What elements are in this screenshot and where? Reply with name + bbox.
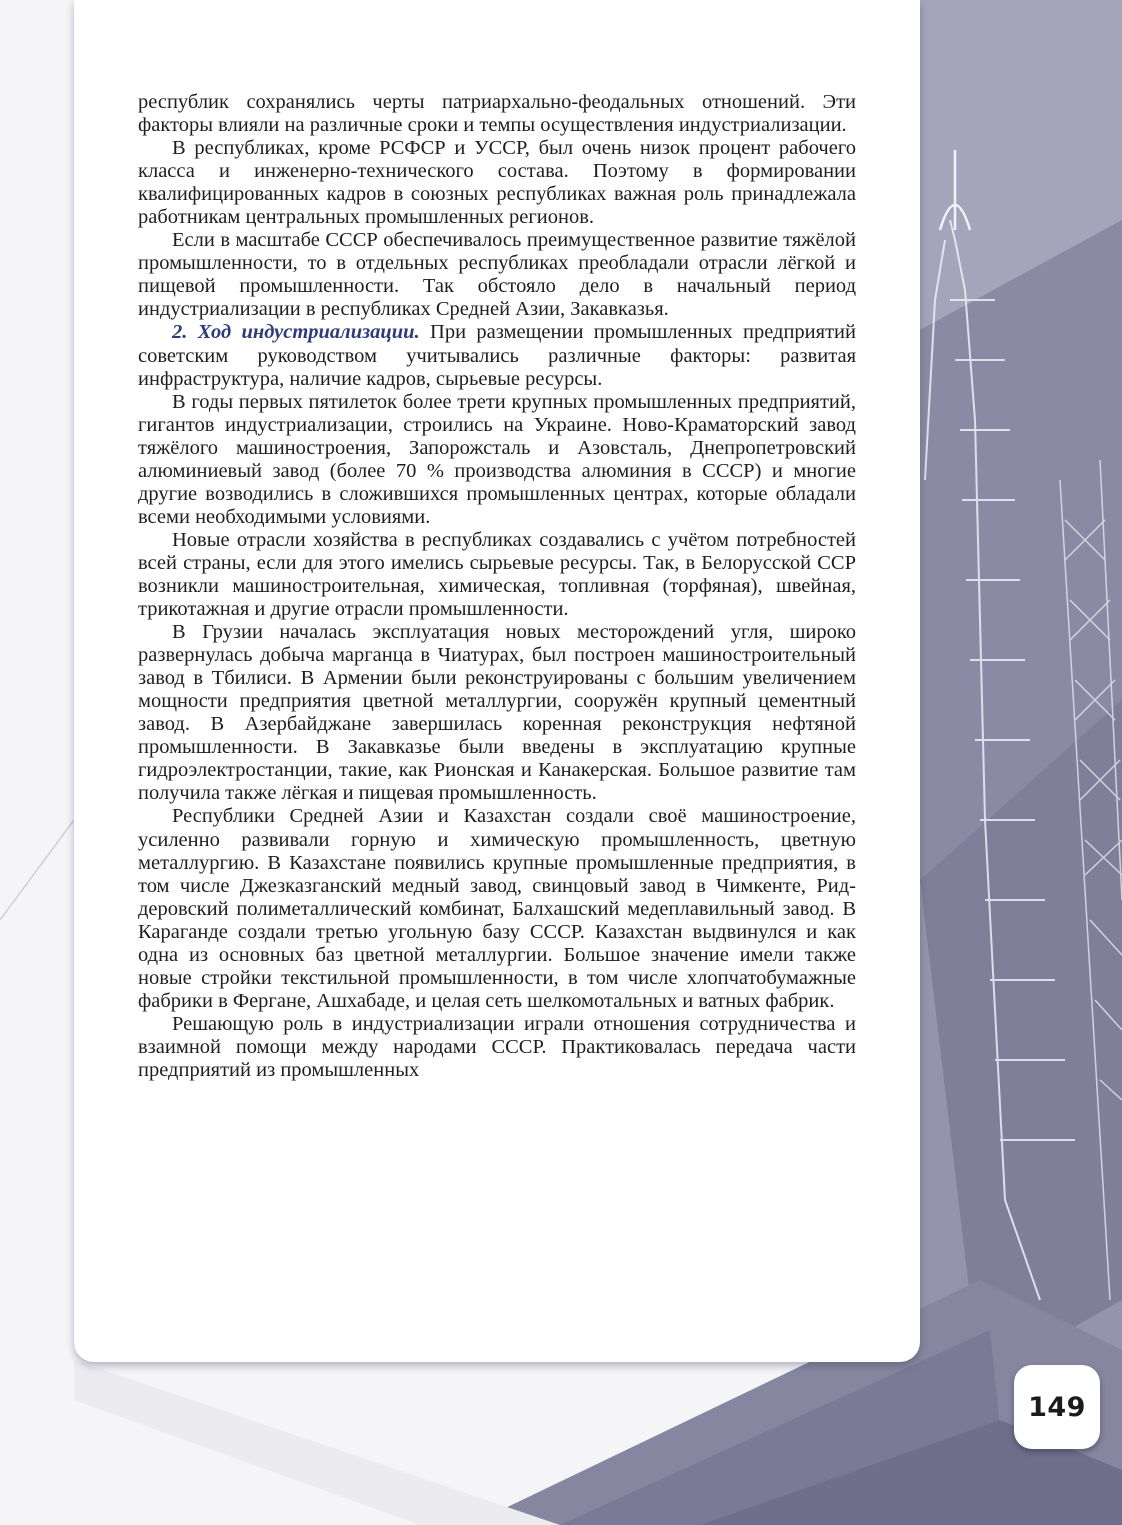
paragraph: Республики Средней Азии и Казахстан создали своё машиностроение, усиленно развивали горную и химическую промышленность, цветную металлургию. В Казахстане появились крупные промышленные предприятия, в том числе Джезказганский медный завод, свинцовый завод в Чимкенте, Риддеровский полиметаллический комбинат, Балхашский медеплавильный завод. В Караганде создали третью угольную базу СССР. Казахстан выдвинулся и как одна из основных баз цветной металлургии. Большое значение имели также новые стройки текстильной промышленности, в том числе хлопчатобумажные фабрики в Фергане, Ашхабаде, и целая сеть шелкомотальных и ватных фабрик. <box>138 805 856 1012</box>
paragraph: Новые отрасли хозяйства в республиках создавались с учётом потребностей всей страны, если для этого имелись сырьевые ресурсы. Так, в Белорусской ССР возникли машиностроительная, химическая, топливная (торфяная), швейная, трикотажная и другие отрасли промышленности. <box>138 528 856 621</box>
paragraph: Если в масштабе СССР обеспечивалось преимущественное развитие тяжёлой промышленности, то в отдельных республиках преобладали отрасли лёгкой и пищевой промышленности. Так обстояло дело в начальный период индустриализации в республиках Средней Азии, Закавказья. <box>138 229 856 321</box>
page-number-badge <box>1014 1365 1100 1449</box>
paragraph: В республиках, кроме РСФСР и УССР, был очень низок процент рабочего класса и инженерно-технического состава. Поэтому в формировании квалифицированных кадров в союзных республиках важная роль принадлежала работникам центральных промышленных регионов. <box>138 137 856 229</box>
body-text <box>138 91 856 1082</box>
paragraph: республик сохранялись черты патриархально-феодальных отношений. Эти факторы влияли на различные сроки и темпы осуществления индустриализации. <box>138 91 856 137</box>
paragraph: В Грузии началась эксплуатация новых месторождений угля, широко развернулась добыча марганца в Чиатурах, был построен машиностроительный завод в Тбилиси. В Армении были реконструированы с большим увеличением мощности предприятия цветной металлургии, сооружён крупный цементный завод. В Азербайджане завершилась коренная реконструкция нефтяной промышленности. В Закавказье были введены в эксплуатацию крупные гидроэлектростанции, такие, как Рионская и Канакерская. Большое развитие там получила также лёгкая и пищевая промышленность. <box>138 621 856 805</box>
text-card <box>74 0 920 1362</box>
paragraph-text: При размещении промышленных предприятий советским руководством учитывались различные факторы: развитая инфраструктура, наличие кадров, сырьевые ресурсы. <box>138 321 856 390</box>
paragraph-with-heading <box>138 321 856 390</box>
page-number: 149 <box>1028 1391 1086 1423</box>
paragraph: Решающую роль в индустриализации играли отношения сотрудничества и взаимной помощи между народами СССР. Практиковалась передача части предприятий из промышленных <box>138 1012 856 1081</box>
section-heading: 2. Ход индустриализации. <box>172 321 420 344</box>
paragraph: В годы первых пятилеток более трети крупных промышленных предприятий, гигантов индустриализации, строились на Украине. Ново-Краматорский завод тяжёлого машиностроения, Запорожсталь и Азовсталь, Днепропетровский алюминиевый завод (более 70 % производства алюминия в СССР) и многие другие возводились в сложившихся промышленных центрах, которые обладали всеми необходимыми условиями. <box>138 390 856 528</box>
